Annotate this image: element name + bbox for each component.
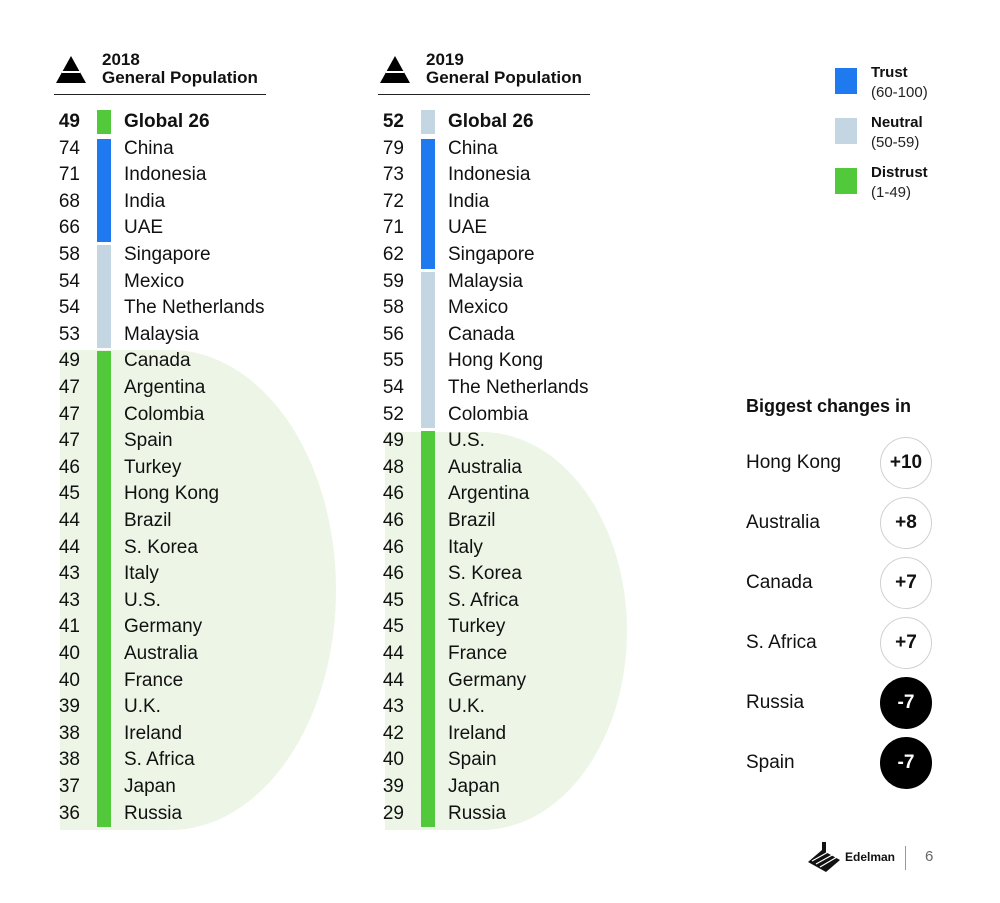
country-row xyxy=(54,801,354,828)
country-row xyxy=(54,162,354,189)
trust-score: 45 xyxy=(382,589,404,611)
country-row xyxy=(54,242,354,269)
trust-score: 49 xyxy=(58,111,80,132)
trust-score: 58 xyxy=(58,244,80,265)
category-bar-neutral xyxy=(421,402,435,429)
trust-score: 52 xyxy=(382,403,404,425)
category-bar-neutral xyxy=(421,272,435,296)
country-name: Argentina xyxy=(448,483,530,505)
trust-score: 43 xyxy=(382,696,404,718)
country-row xyxy=(378,614,678,641)
country-row xyxy=(54,668,354,695)
category-bar-distrust xyxy=(97,351,111,375)
category-bar-distrust xyxy=(421,561,435,588)
category-bar-distrust xyxy=(97,747,111,774)
footer-brand: Edelman xyxy=(845,850,896,864)
country-name: Australia xyxy=(124,643,198,664)
pyramid-icon xyxy=(56,56,86,83)
category-bar-distrust xyxy=(421,801,435,828)
country-row xyxy=(378,295,678,322)
change-delta-badge: +10 xyxy=(880,437,932,489)
trust-score: 62 xyxy=(382,244,404,265)
trust-score: 66 xyxy=(58,217,80,239)
category-bar-distrust xyxy=(97,535,111,562)
category-bar-distrust xyxy=(421,481,435,508)
country-name: Ireland xyxy=(124,722,183,744)
change-country: Hong Kong xyxy=(746,452,842,473)
legend-range: (50-59) xyxy=(871,134,920,151)
category-bar-trust xyxy=(97,189,111,216)
trust-score: 54 xyxy=(382,377,404,398)
trust-score: 38 xyxy=(58,749,80,771)
country-row xyxy=(54,747,354,774)
trust-score: 59 xyxy=(382,270,404,292)
country-name: France xyxy=(448,643,508,664)
country-name: Hong Kong xyxy=(448,350,544,372)
category-bar-neutral xyxy=(421,110,435,134)
change-item xyxy=(746,617,946,671)
country-row xyxy=(378,215,678,242)
country-name: Japan xyxy=(448,776,500,797)
country-name: China xyxy=(124,137,174,159)
trust-score: 47 xyxy=(58,430,80,452)
legend-item-neutral xyxy=(835,114,995,154)
change-country: Russia xyxy=(746,692,805,713)
column-year: 2018 xyxy=(102,50,140,69)
country-name: U.K. xyxy=(124,696,161,718)
country-name: Japan xyxy=(124,776,176,797)
change-delta-badge: -7 xyxy=(880,677,932,729)
category-bar-distrust xyxy=(421,641,435,668)
country-row xyxy=(54,375,354,402)
change-delta-badge: -7 xyxy=(880,737,932,789)
category-bar-distrust xyxy=(421,431,435,455)
country-name: India xyxy=(124,190,166,212)
category-bar-distrust xyxy=(97,402,111,429)
country-name: The Netherlands xyxy=(448,377,589,398)
change-country: S. Africa xyxy=(746,632,817,653)
trust-score: 52 xyxy=(382,111,404,132)
trust-score: 72 xyxy=(382,190,404,212)
legend-swatch-neutral xyxy=(835,118,857,144)
country-name: Russia xyxy=(448,802,507,824)
trust-score: 79 xyxy=(382,137,404,159)
trust-score: 48 xyxy=(382,456,404,478)
trust-score: 56 xyxy=(382,323,404,345)
trust-score: 39 xyxy=(382,776,404,797)
legend-range: (1-49) xyxy=(871,184,912,201)
category-bar-distrust xyxy=(97,801,111,828)
country-row xyxy=(54,295,354,322)
country-row xyxy=(54,535,354,562)
country-name: Argentina xyxy=(124,377,206,398)
change-delta-badge: +7 xyxy=(880,617,932,669)
trust-score: 39 xyxy=(58,696,80,718)
trust-score: 68 xyxy=(58,190,80,212)
change-item xyxy=(746,737,946,791)
country-name: Colombia xyxy=(124,403,205,425)
country-row xyxy=(54,614,354,641)
category-bar-neutral xyxy=(421,348,435,375)
country-name: S. Africa xyxy=(124,749,195,771)
category-bar-neutral xyxy=(97,295,111,322)
country-row xyxy=(378,348,678,375)
global-row xyxy=(54,109,354,136)
country-row xyxy=(378,588,678,615)
country-row xyxy=(54,641,354,668)
country-row xyxy=(378,375,678,402)
country-row xyxy=(54,402,354,429)
change-country: Canada xyxy=(746,572,813,593)
category-bar-distrust xyxy=(421,668,435,695)
country-row xyxy=(54,481,354,508)
country-row xyxy=(54,694,354,721)
legend-item-distrust xyxy=(835,164,995,204)
trust-score: 44 xyxy=(58,536,80,558)
country-name: Spain xyxy=(448,749,497,771)
trust-score: 44 xyxy=(382,643,404,664)
country-name: Germany xyxy=(124,616,203,638)
trust-score: 46 xyxy=(58,456,80,478)
country-row xyxy=(378,242,678,269)
category-bar-distrust xyxy=(97,428,111,455)
page-number: 6 xyxy=(925,848,934,865)
trust-score: 29 xyxy=(382,802,404,824)
country-name: Italy xyxy=(448,536,483,558)
category-bar-distrust xyxy=(97,588,111,615)
country-name: Ireland xyxy=(448,722,507,744)
trust-score: 58 xyxy=(382,297,404,319)
trust-score: 54 xyxy=(58,270,80,292)
biggest-changes-title: Biggest changes in xyxy=(746,396,912,416)
category-bar-trust xyxy=(421,162,435,189)
change-item xyxy=(746,437,946,491)
country-name: France xyxy=(124,669,184,691)
trust-score: 46 xyxy=(382,563,404,585)
country-name: S. Korea xyxy=(124,536,198,558)
country-name: Canada xyxy=(124,350,191,372)
trust-score: 43 xyxy=(58,563,80,585)
category-bar-distrust xyxy=(97,614,111,641)
country-row xyxy=(54,774,354,801)
category-bar-distrust xyxy=(97,110,111,134)
trust-score: 54 xyxy=(58,297,80,319)
country-name: Hong Kong xyxy=(124,483,220,505)
country-name: Global 26 xyxy=(124,111,210,132)
category-bar-distrust xyxy=(97,508,111,535)
country-row xyxy=(54,455,354,482)
country-name: Indonesia xyxy=(448,164,531,186)
trust-score: 46 xyxy=(382,510,404,531)
country-name: The Netherlands xyxy=(124,297,265,319)
category-bar-distrust xyxy=(421,508,435,535)
trust-score: 47 xyxy=(58,403,80,425)
country-name: India xyxy=(448,190,490,212)
country-row xyxy=(54,136,354,163)
country-row xyxy=(378,322,678,349)
category-bar-distrust xyxy=(421,455,435,482)
category-bar-distrust xyxy=(97,455,111,482)
country-row xyxy=(378,801,678,828)
country-row xyxy=(54,588,354,615)
category-bar-distrust xyxy=(421,774,435,801)
category-bar-trust xyxy=(421,139,435,163)
footer-divider xyxy=(905,846,906,870)
country-row xyxy=(54,215,354,242)
country-row xyxy=(378,508,678,535)
trust-score: 40 xyxy=(58,669,80,691)
country-row xyxy=(378,428,678,455)
trust-score: 46 xyxy=(382,483,404,505)
trust-score: 46 xyxy=(382,536,404,558)
category-bar-neutral xyxy=(421,322,435,349)
category-bar-distrust xyxy=(421,694,435,721)
country-row xyxy=(378,721,678,748)
country-name: Canada xyxy=(448,323,515,345)
trust-score: 44 xyxy=(58,510,80,531)
trust-score: 43 xyxy=(58,589,80,611)
category-bar-distrust xyxy=(97,668,111,695)
country-row xyxy=(54,322,354,349)
trust-score: 49 xyxy=(382,430,404,452)
trust-score: 40 xyxy=(382,749,404,771)
trust-score: 71 xyxy=(382,217,404,239)
country-name: Italy xyxy=(124,563,159,585)
country-row xyxy=(378,774,678,801)
category-bar-trust xyxy=(421,215,435,242)
column-subtitle: General Population xyxy=(426,68,582,87)
country-name: Malaysia xyxy=(124,323,199,345)
country-name: Malaysia xyxy=(448,270,523,292)
country-row xyxy=(54,561,354,588)
country-name: Indonesia xyxy=(124,164,207,186)
legend-label: Distrust xyxy=(871,164,928,181)
country-name: S. Africa xyxy=(448,589,519,611)
category-bar-distrust xyxy=(97,561,111,588)
category-bar-distrust xyxy=(421,588,435,615)
country-name: Brazil xyxy=(448,510,496,531)
country-name: Spain xyxy=(124,430,173,452)
legend-label: Trust xyxy=(871,64,908,81)
country-row xyxy=(378,402,678,429)
category-bar-distrust xyxy=(97,375,111,402)
country-name: Turkey xyxy=(124,456,182,478)
column-header-2018 xyxy=(54,50,266,95)
country-row xyxy=(54,721,354,748)
legend-label: Neutral xyxy=(871,114,923,131)
trust-score: 74 xyxy=(58,137,80,159)
country-row xyxy=(54,348,354,375)
country-name: Colombia xyxy=(448,403,529,425)
category-bar-trust xyxy=(421,189,435,216)
country-name: UAE xyxy=(448,217,488,239)
country-row xyxy=(378,189,678,216)
change-delta-badge: +7 xyxy=(880,557,932,609)
country-name: Turkey xyxy=(448,616,506,638)
category-bar-distrust xyxy=(97,721,111,748)
category-bar-trust xyxy=(421,242,435,269)
category-bar-distrust xyxy=(421,614,435,641)
country-row xyxy=(378,561,678,588)
change-country: Australia xyxy=(746,512,820,533)
legend-range: (60-100) xyxy=(871,84,928,101)
trust-score: 44 xyxy=(382,669,404,691)
country-row xyxy=(378,694,678,721)
trust-score: 53 xyxy=(58,323,80,345)
category-bar-neutral xyxy=(421,295,435,322)
country-row xyxy=(378,747,678,774)
trust-score: 73 xyxy=(382,164,404,186)
country-row xyxy=(54,428,354,455)
category-bar-distrust xyxy=(421,535,435,562)
country-row xyxy=(378,162,678,189)
category-bar-distrust xyxy=(97,774,111,801)
country-row xyxy=(378,535,678,562)
category-bar-neutral xyxy=(97,269,111,296)
legend-swatch-distrust xyxy=(835,168,857,194)
trust-score: 55 xyxy=(382,350,404,372)
country-name: Australia xyxy=(448,456,522,478)
category-bar-trust xyxy=(97,215,111,242)
category-bar-distrust xyxy=(97,481,111,508)
category-bar-neutral xyxy=(421,375,435,402)
trust-score: 37 xyxy=(58,776,80,797)
trust-score: 38 xyxy=(58,722,80,744)
trust-score: 47 xyxy=(58,377,80,398)
country-name: Mexico xyxy=(124,270,185,292)
country-row xyxy=(54,269,354,296)
country-name: Global 26 xyxy=(448,111,534,132)
change-item xyxy=(746,497,946,551)
country-name: China xyxy=(448,137,498,159)
country-name: UAE xyxy=(124,217,164,239)
country-name: S. Korea xyxy=(448,563,522,585)
legend-swatch-trust xyxy=(835,68,857,94)
category-bar-neutral xyxy=(97,245,111,269)
column-year: 2019 xyxy=(426,50,464,69)
country-row xyxy=(378,668,678,695)
country-name: Singapore xyxy=(124,244,211,265)
country-row xyxy=(54,189,354,216)
trust-score: 36 xyxy=(58,802,80,824)
category-bar-neutral xyxy=(97,322,111,349)
trust-score: 45 xyxy=(382,616,404,638)
country-name: Singapore xyxy=(448,244,535,265)
country-name: Mexico xyxy=(448,297,509,319)
country-row xyxy=(378,455,678,482)
country-name: U.K. xyxy=(448,696,485,718)
category-bar-distrust xyxy=(97,641,111,668)
column-header-2019 xyxy=(378,50,590,95)
category-bar-trust xyxy=(97,139,111,163)
pyramid-icon xyxy=(380,56,410,83)
country-name: U.S. xyxy=(124,589,161,611)
category-bar-distrust xyxy=(421,721,435,748)
country-row xyxy=(378,481,678,508)
country-row xyxy=(378,269,678,296)
change-delta-badge: +8 xyxy=(880,497,932,549)
country-name: Russia xyxy=(124,802,183,824)
country-name: Germany xyxy=(448,669,527,691)
trust-score: 45 xyxy=(58,483,80,505)
country-row xyxy=(54,508,354,535)
country-row xyxy=(378,641,678,668)
trust-score: 41 xyxy=(58,616,80,638)
category-bar-trust xyxy=(97,162,111,189)
legend-item-trust xyxy=(835,64,995,104)
country-name: U.S. xyxy=(448,430,485,452)
country-row xyxy=(378,136,678,163)
global-row xyxy=(378,109,678,136)
change-country: Spain xyxy=(746,752,795,773)
trust-score: 71 xyxy=(58,164,80,186)
trust-score: 42 xyxy=(382,722,404,744)
category-bar-distrust xyxy=(421,747,435,774)
category-bar-distrust xyxy=(97,694,111,721)
change-item xyxy=(746,677,946,731)
country-name: Brazil xyxy=(124,510,172,531)
edelman-logo-icon xyxy=(808,842,840,872)
trust-score: 49 xyxy=(58,350,80,372)
trust-score: 40 xyxy=(58,643,80,664)
change-item xyxy=(746,557,946,611)
column-subtitle: General Population xyxy=(102,68,258,87)
